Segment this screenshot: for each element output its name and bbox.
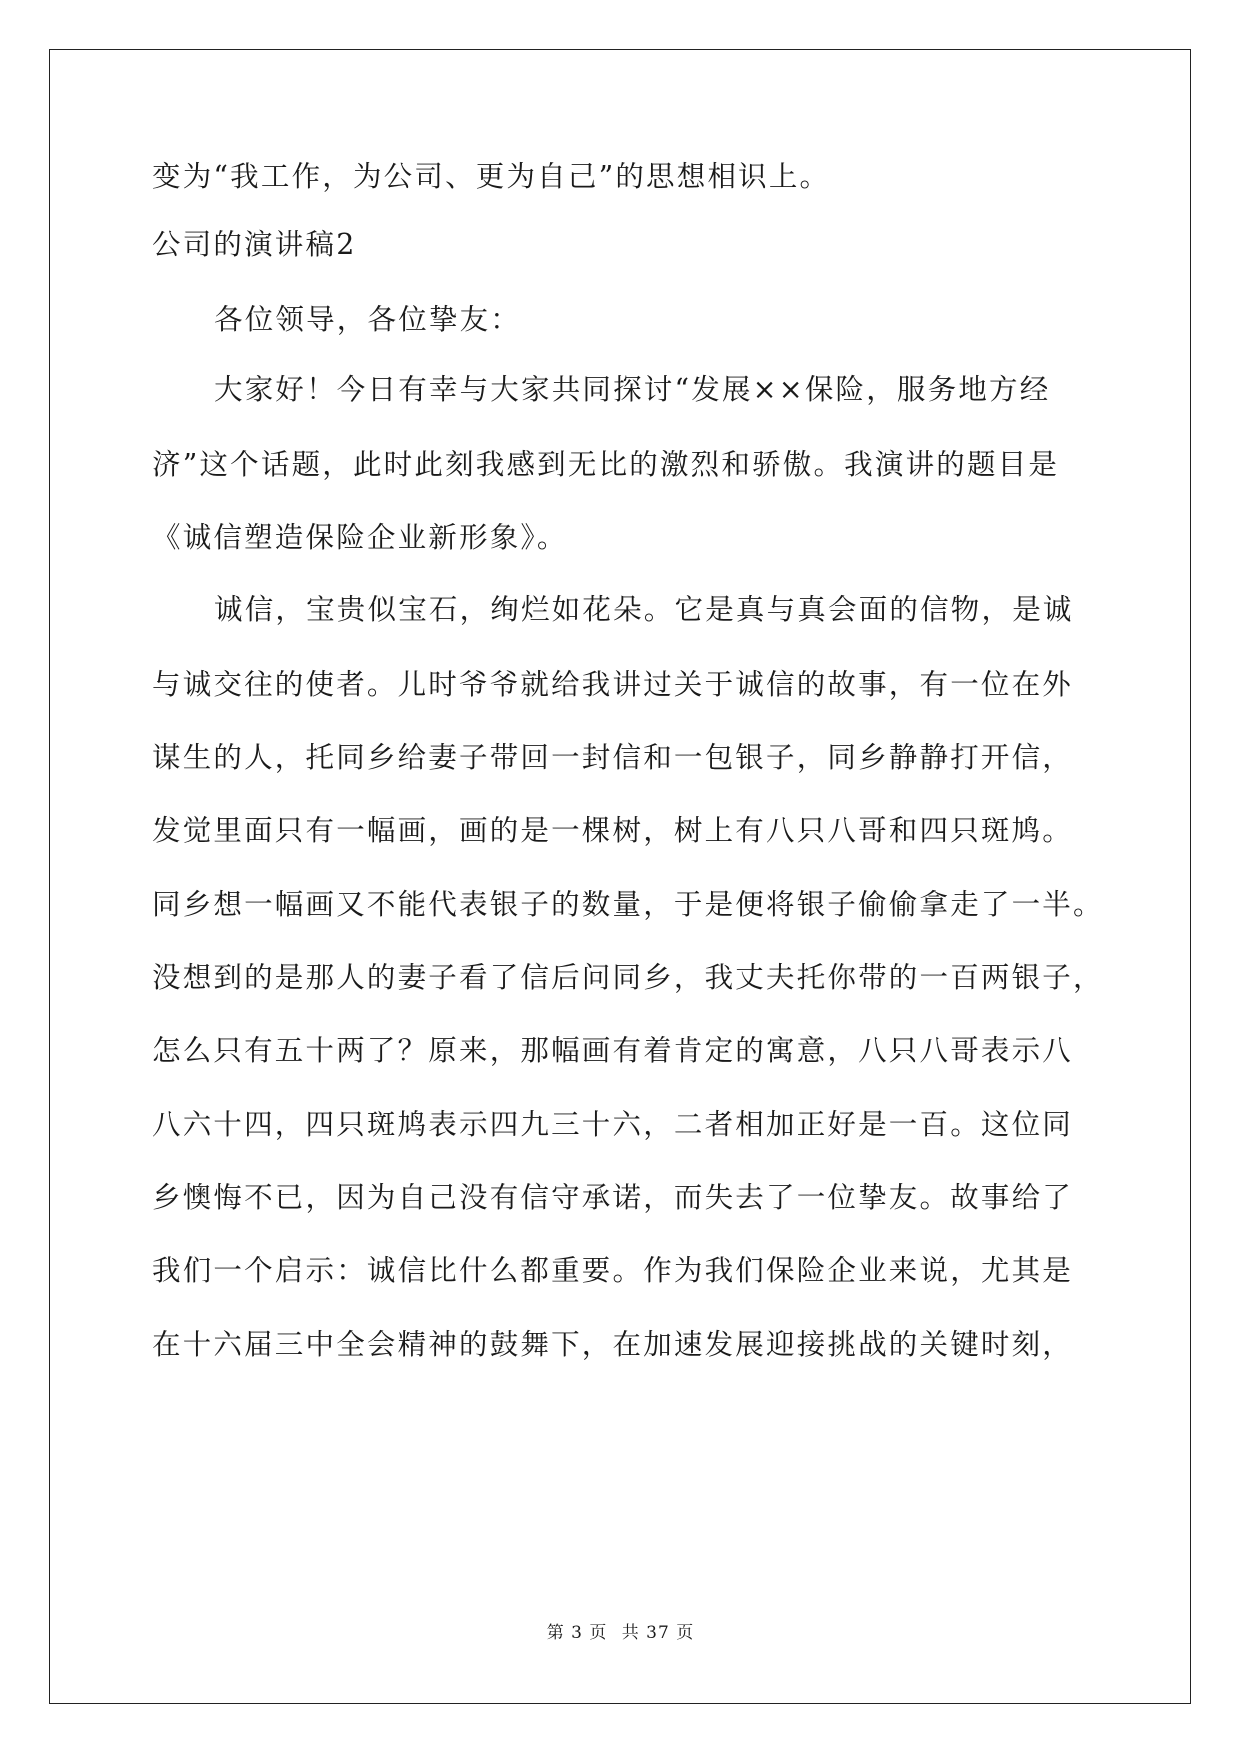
salutation: 各位领导，各位挚友： xyxy=(214,303,522,336)
paragraph-line: 我们一个启示：诚信比什么都重要。作为我们保险企业来说，尤其是 xyxy=(152,1254,1074,1287)
page-footer xyxy=(0,1618,1241,1643)
paragraph-line: 怎么只有五十两了？原来，那幅画有着肯定的寓意，八只八哥表示八 xyxy=(152,1034,1074,1067)
paragraph-line: 发觉里面只有一幅画，画的是一棵树，树上有八只八哥和四只斑鸠。 xyxy=(152,814,1074,847)
paragraph-line: 同乡想一幅画又不能代表银子的数量，于是便将银子偷偷拿走了一半。 xyxy=(152,888,1104,921)
paragraph-line: 八六十四，四只斑鸠表示四九三十六，二者相加正好是一百。这位同 xyxy=(152,1108,1074,1141)
paragraph-line: 谋生的人，托同乡给妻子带回一封信和一包银子，同乡静静打开信， xyxy=(152,741,1074,774)
paragraph-line: 乡懊悔不已，因为自己没有信守承诺，而失去了一位挚友。故事给了 xyxy=(152,1181,1074,1214)
paragraph-line: 没想到的是那人的妻子看了信后问同乡，我丈夫托你带的一百两银子， xyxy=(152,961,1104,994)
paragraph-line: 与诚交往的使者。儿时爷爷就给我讲过关于诚信的故事，有一位在外 xyxy=(152,668,1074,701)
section-title: 公司的演讲稿2 xyxy=(152,228,357,261)
page-total: 共 37 页 xyxy=(621,1623,695,1643)
page-number: 第 3 页 xyxy=(546,1623,608,1643)
paragraph-line: 大家好！今日有幸与大家共同探讨“发展××保险，服务地方经 xyxy=(214,373,1051,406)
paragraph-line: 在十六届三中全会精神的鼓舞下，在加速发展迎接挑战的关键时刻， xyxy=(152,1328,1074,1361)
paragraph-line: 济”这个话题，此时此刻我感到无比的激烈和骄傲。我演讲的题目是 xyxy=(152,448,1060,481)
paragraph-line: 《诚信塑造保险企业新形象》。 xyxy=(152,521,568,554)
paragraph-line: 诚信，宝贵似宝石，绚烂如花朵。它是真与真会面的信物，是诚 xyxy=(214,593,1074,626)
text-line: 变为“我工作，为公司、更为自己”的思想相识上。 xyxy=(152,160,831,193)
page-border xyxy=(49,49,1191,1704)
